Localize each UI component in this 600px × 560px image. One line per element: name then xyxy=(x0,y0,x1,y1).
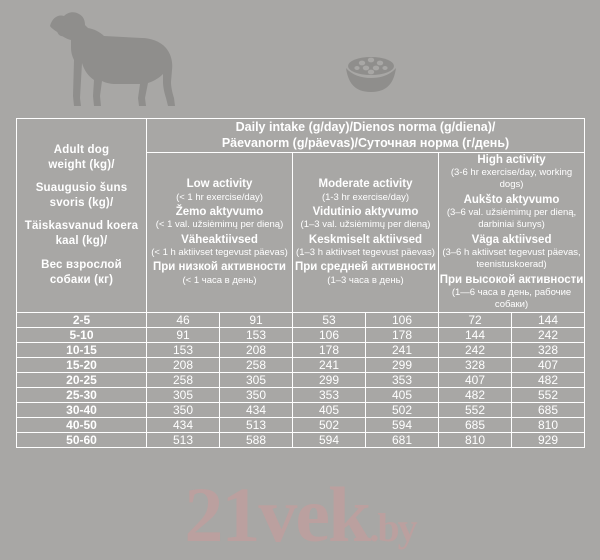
cell-value: 106 xyxy=(366,312,439,327)
low-activity-sub-ru: (< 1 часа в день) xyxy=(182,275,257,287)
cell-value: 502 xyxy=(366,402,439,417)
cell-value: 305 xyxy=(147,387,220,402)
cell-value: 482 xyxy=(439,387,512,402)
weight-header-line-1: Adult dog xyxy=(53,143,110,156)
daily-intake-header-line-1: Daily intake (g/day)/Dienos norma (g/diena)/ xyxy=(235,120,496,134)
daily-intake-table xyxy=(16,118,585,448)
weight-header-line-8: собаки (кг) xyxy=(49,273,114,286)
cell-value: 153 xyxy=(147,342,220,357)
cell-value: 144 xyxy=(439,327,512,342)
low-activity-sub-lt: (< 1 val. užsiėmimų per dieną) xyxy=(155,219,284,231)
cell-value: 242 xyxy=(439,342,512,357)
table-row xyxy=(17,402,585,417)
cell-value: 305 xyxy=(220,372,293,387)
weight-header-line-7: Вес взрослой xyxy=(41,258,122,271)
cell-value: 178 xyxy=(366,327,439,342)
weight-header-cell xyxy=(17,119,147,313)
weight-header-line-6: kaal (kg)/ xyxy=(55,235,108,248)
cell-value: 328 xyxy=(439,357,512,372)
illustration-area xyxy=(0,0,600,118)
cell-value: 513 xyxy=(220,417,293,432)
table-row xyxy=(17,357,585,372)
cell-value: 299 xyxy=(366,357,439,372)
cell-value: 405 xyxy=(366,387,439,402)
cell-value: 72 xyxy=(439,312,512,327)
cell-value: 502 xyxy=(293,417,366,432)
low-activity-title-ru: При низкой активности xyxy=(152,261,287,274)
cell-value: 208 xyxy=(147,357,220,372)
cell-value: 594 xyxy=(293,432,366,447)
cell-value: 353 xyxy=(366,372,439,387)
row-weight-label: 25-30 xyxy=(17,387,147,402)
cell-value: 241 xyxy=(293,357,366,372)
watermark-suffix: .by xyxy=(369,505,416,550)
cell-value: 258 xyxy=(147,372,220,387)
watermark-text: 21vek xyxy=(184,471,370,558)
cell-value: 91 xyxy=(147,327,220,342)
cell-value: 208 xyxy=(220,342,293,357)
cell-value: 350 xyxy=(147,402,220,417)
row-weight-label: 30-40 xyxy=(17,402,147,417)
high-activity-sub-et: (3–6 h aktiivset tegevust päevas, teenistuskoerad) xyxy=(442,247,581,271)
cell-value: 407 xyxy=(439,372,512,387)
cell-value: 350 xyxy=(220,387,293,402)
row-weight-label: 50-60 xyxy=(17,432,147,447)
cell-value: 681 xyxy=(366,432,439,447)
high-activity-title-lt: Aukšto aktyvumo xyxy=(463,193,560,206)
cell-value: 407 xyxy=(512,357,585,372)
moderate-activity-title-lt: Vidutinio aktyvumo xyxy=(312,205,419,218)
cell-value: 434 xyxy=(147,417,220,432)
cell-value: 299 xyxy=(293,372,366,387)
moderate-activity-sub-en: (1-3 hr exercise/day) xyxy=(321,191,410,203)
high-activity-sub-ru: (1—6 часа в день, рабочие собаки) xyxy=(451,287,572,311)
cell-value: 929 xyxy=(512,432,585,447)
moderate-activity-sub-ru: (1–3 часа в день) xyxy=(327,275,404,287)
cell-value: 328 xyxy=(512,342,585,357)
cell-value: 106 xyxy=(293,327,366,342)
table-row xyxy=(17,432,585,447)
moderate-activity-sub-et: (1–3 h aktiivset tegevust päevas) xyxy=(296,247,435,259)
cell-value: 53 xyxy=(293,312,366,327)
row-weight-label: 15-20 xyxy=(17,357,147,372)
cell-value: 241 xyxy=(366,342,439,357)
weight-header-line-2: weight (kg)/ xyxy=(48,158,115,171)
cell-value: 144 xyxy=(512,312,585,327)
cell-value: 685 xyxy=(439,417,512,432)
low-activity-sub-en: (< 1 hr exercise/day) xyxy=(176,191,263,203)
activity-column-high xyxy=(439,152,585,312)
low-activity-title-en: Low activity xyxy=(186,177,253,190)
cell-value: 810 xyxy=(512,417,585,432)
cell-value: 353 xyxy=(293,387,366,402)
row-weight-label: 5-10 xyxy=(17,327,147,342)
cell-value: 552 xyxy=(439,402,512,417)
high-activity-title-en: High activity xyxy=(477,153,546,166)
table-row xyxy=(17,312,585,327)
cell-value: 588 xyxy=(220,432,293,447)
cell-value: 46 xyxy=(147,312,220,327)
low-activity-title-lt: Žemo aktyvumo xyxy=(175,205,264,218)
daily-intake-header-cell xyxy=(147,119,585,153)
moderate-activity-title-ru: При средней активности xyxy=(294,261,437,274)
high-activity-sub-en: (3-6 hr exercise/day, working dogs) xyxy=(450,167,573,191)
daily-intake-header-line-2: Päevanorm (g/päevas)/Суточная норма (г/день) xyxy=(221,136,510,151)
cell-value: 242 xyxy=(512,327,585,342)
moderate-activity-title-en: Moderate activity xyxy=(318,177,413,190)
cell-value: 810 xyxy=(439,432,512,447)
cell-value: 685 xyxy=(512,402,585,417)
cell-value: 513 xyxy=(147,432,220,447)
table-row xyxy=(17,372,585,387)
weight-header-line-4: svoris (kg)/ xyxy=(49,197,114,210)
table-row xyxy=(17,417,585,432)
high-activity-title-et: Väga aktiivsed xyxy=(471,233,552,246)
cell-value: 434 xyxy=(220,402,293,417)
low-activity-title-et: Väheaktiivsed xyxy=(181,233,258,246)
cell-value: 91 xyxy=(220,312,293,327)
cell-value: 482 xyxy=(512,372,585,387)
table-header-row-1 xyxy=(17,119,585,153)
cell-value: 258 xyxy=(220,357,293,372)
cell-value: 405 xyxy=(293,402,366,417)
high-activity-sub-lt: (3–6 val. užsiėmimų per dieną, darbiniai šunys) xyxy=(446,207,577,231)
low-activity-sub-et: (< 1 h aktiivset tegevust päevas) xyxy=(151,247,288,259)
food-bowl-icon xyxy=(340,52,402,109)
watermark xyxy=(0,471,600,558)
moderate-activity-sub-lt: (1–3 val. užsiėmimų per dieną) xyxy=(300,219,431,231)
moderate-activity-title-et: Keskmiselt aktiivsed xyxy=(308,233,423,246)
activity-column-moderate xyxy=(293,152,439,312)
cell-value: 594 xyxy=(366,417,439,432)
dog-silhouette-icon xyxy=(38,8,188,117)
table-row xyxy=(17,327,585,342)
row-weight-label: 20-25 xyxy=(17,372,147,387)
row-weight-label: 40-50 xyxy=(17,417,147,432)
table-row xyxy=(17,342,585,357)
weight-header-line-5: Täiskasvanud koera xyxy=(24,220,139,233)
weight-header-line-3: Suaugusio šuns xyxy=(35,181,128,194)
row-weight-label: 10-15 xyxy=(17,342,147,357)
table-row xyxy=(17,387,585,402)
row-weight-label: 2-5 xyxy=(17,312,147,327)
cell-value: 552 xyxy=(512,387,585,402)
cell-value: 153 xyxy=(220,327,293,342)
high-activity-title-ru: При высокой активности xyxy=(439,273,584,286)
cell-value: 178 xyxy=(293,342,366,357)
activity-column-low xyxy=(147,152,293,312)
